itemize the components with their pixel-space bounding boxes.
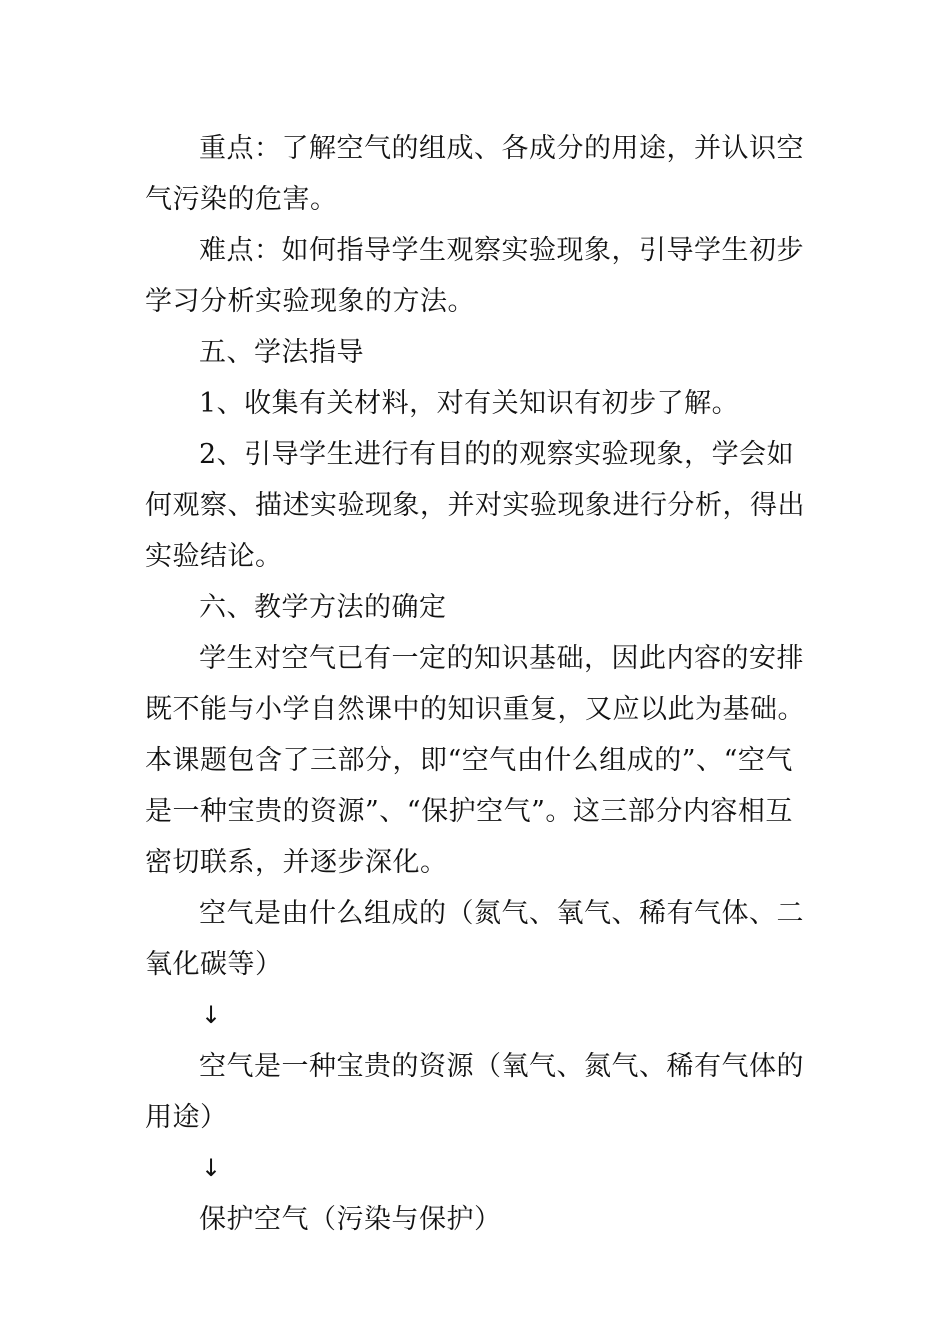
flow-step-protection: 保护空气（污染与保护） xyxy=(199,1204,502,1235)
difficulties-paragraph: 难点：如何指导学生观察实验现象，引导学生初步学习分析实验现象的方法。 xyxy=(145,235,804,317)
down-arrow-icon: ↓ xyxy=(201,1001,222,1029)
key-points-paragraph: 重点：了解空气的组成、各成分的用途，并认识空气污染的危害。 xyxy=(145,133,804,215)
list-item: 1、收集有关材料，对有关知识有初步了解。 xyxy=(199,388,740,419)
document-body xyxy=(145,123,815,1245)
flow-step-resource: 空气是一种宝贵的资源（氧气、氮气、稀有气体的用途） xyxy=(145,1051,804,1133)
list-item: 2、引导学生进行有目的的观察实验现象，学会如何观察、描述实验现象，并对实验现象进行分析，得出实验结论。 xyxy=(145,439,805,572)
section-heading-teaching-methods: 六、教学方法的确定 xyxy=(199,592,447,623)
flow-step-composition: 空气是由什么组成的（氮气、氧气、稀有气体、二氧化碳等） xyxy=(145,898,804,980)
section-heading-study-guidance: 五、学法指导 xyxy=(199,337,364,368)
body-paragraph: 学生对空气已有一定的知识基础，因此内容的安排既不能与小学自然课中的知识重复，又应以此为基础。本课题包含了三部分，即“空气由什么组成的”、“空气是一种宝贵的资源”、“保护空气”。这三部分内容相互密切联系，并逐步深化。 xyxy=(145,643,805,878)
down-arrow-icon: ↓ xyxy=(201,1154,222,1182)
